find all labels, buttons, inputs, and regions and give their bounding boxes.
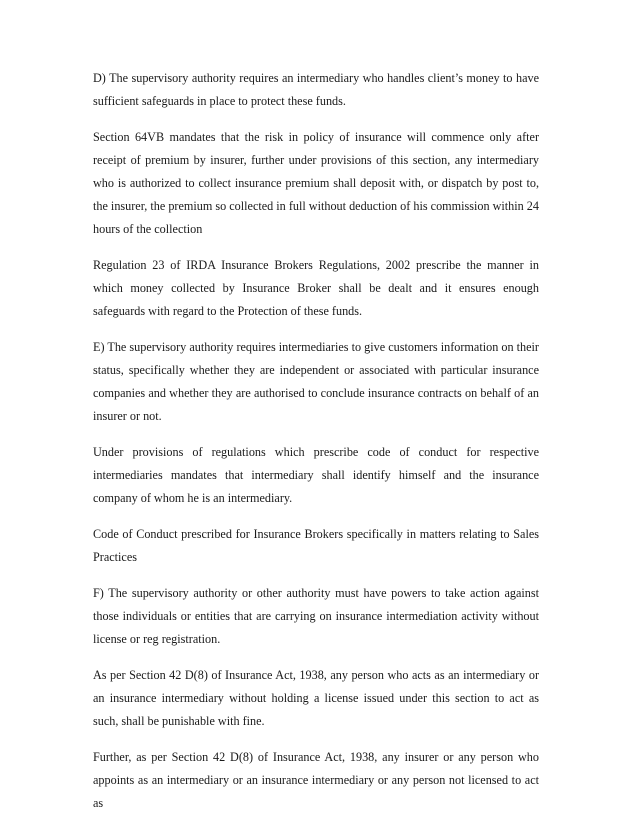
paragraph-section-64vb: Section 64VB mandates that the risk in policy of insurance will commence only after receipt of premium by insurer, further under provisions of this section, any intermediary who is authorized to collect insurance premium shall deposit with, or dispatch by post to, the insurer, the premium so collected in full without deduction of his commission within 24 hours of the collection: [93, 130, 539, 236]
paragraph-e-status-information: E) The supervisory authority requires intermediaries to give customers information on their status, specifically whether they are independent or associated with particular insurance companies and whether they are authorised to conclude insurance contracts on behalf of an insurer or not.: [93, 340, 539, 423]
paragraph-regulation-23: Regulation 23 of IRDA Insurance Brokers Regulations, 2002 prescribe the manner in which money collected by Insurance Broker shall be dealt and it ensures enough safeguards with regard to the Protection of these funds.: [93, 258, 539, 318]
paragraph-f-enforcement-powers: F) The supervisory authority or other authority must have powers to take action against those individuals or entities that are carrying on insurance intermediation activity without license or reg registration.: [93, 586, 539, 646]
paragraph-code-of-conduct-provisions: Under provisions of regulations which prescribe code of conduct for respective intermediaries mandates that intermediary shall identify himself and the insurance company of whom he is an intermediary.: [93, 445, 539, 505]
paragraph-d-safeguards: D) The supervisory authority requires an intermediary who handles client’s money to have sufficient safeguards in place to protect these funds.: [93, 71, 539, 108]
paragraph-sales-practices: Code of Conduct prescribed for Insurance Brokers specifically in matters relating to Sales Practices: [93, 527, 539, 564]
paragraph-section-42d-penalty: As per Section 42 D(8) of Insurance Act, 1938, any person who acts as an intermediary or an insurance intermediary without holding a license issued under this section to act as such, shall be punishable with fine.: [93, 668, 539, 728]
document-page: [93, 67, 539, 828]
paragraph-section-42d-appointments: Further, as per Section 42 D(8) of Insurance Act, 1938, any insurer or any person who appoints as an intermediary or an insurance intermediary or any person not licensed to act as: [93, 750, 539, 810]
